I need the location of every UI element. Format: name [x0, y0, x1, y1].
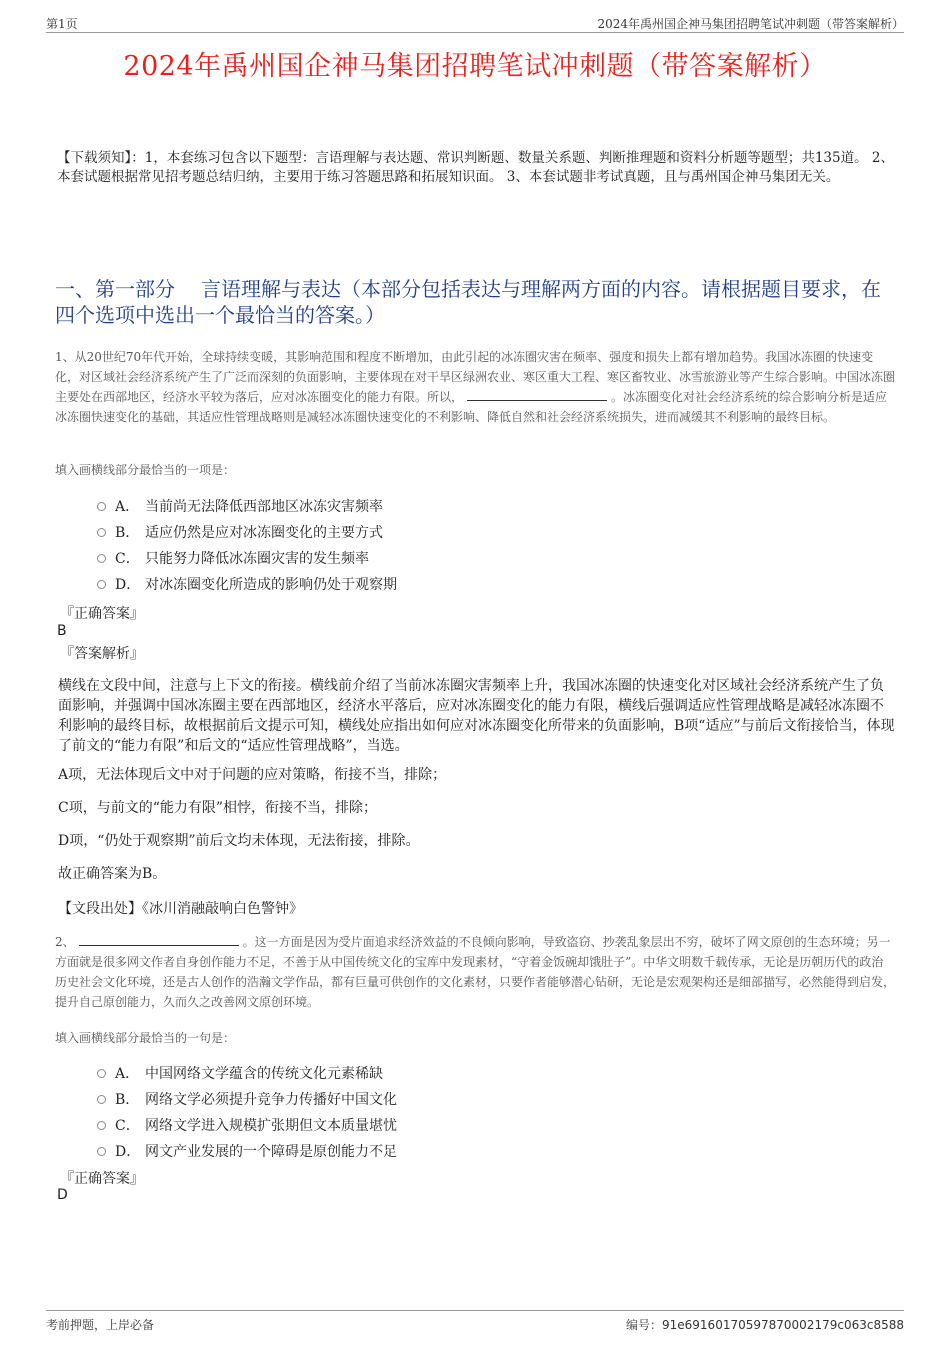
- question-1-prompt: 填入画横线部分最恰当的一项是：: [55, 463, 236, 477]
- option-a[interactable]: A． 当前尚无法降低西部地区冰冻灾害频率: [97, 493, 797, 519]
- question-1-stem: [55, 347, 895, 427]
- fill-blank: [467, 388, 607, 401]
- footer-slogan: 考前押题，上岸必备: [46, 1318, 155, 1332]
- radio-icon[interactable]: [97, 1121, 106, 1130]
- analysis-paragraph: 横线在文段中间，注意与上下文的衔接。横线前介绍了当前冰冻圈灾害频率上升，我国冰冻圈的快速变化对区域社会经济系统产生了负面影响，并强调中国冰冻圈主要在西部地区，经济水平落后，应对冰冻圈变化的能力有限，横线后强调适应性管理战略是减轻冰冻圈不利影响的最终目标，故根据前后文提示可知，横线处应指出如何应对冰冻圈变化所带来的负面影响，B项“适应”与前后文衔接恰当，体现了前文的“能力有限”和后文的“适应性管理战略”，当选。: [58, 678, 895, 754]
- download-notice: 【下载须知】：1，本套练习包含以下题型：言语理解与表达题、常识判断题、数量关系题、判断推理题和资料分析题等题型；共135道。 2、本套试题根据常见招考题总结归纳，主要用于练习答题思路和拓展知识面。 3、本套试题非考试真题，且与禹州国企神马集团无关。: [57, 150, 894, 185]
- question-1-stem-before: 1、从20世纪70年代开始，全球持续变暖，其影响范围和程度不断增加，由此引起的冰冻圈灾害在频率、强度和损失上都有增加趋势。我国冰冻圈的快速变化，对区域社会经济系统产生了广泛而深刻的负面影响，主要体现在对干旱区绿洲农业、寒区重大工程、寒区畜牧业、冰雪旅游业等产生综合影响。中国冰冻圈主要处在西部地区，经济水平较为落后，应对冰冻圈变化的能力有限。所以，: [55, 350, 896, 404]
- option-d[interactable]: D． 网文产业发展的一个障碍是原创能力不足: [97, 1138, 797, 1164]
- footer-code: [626, 1316, 904, 1333]
- option-b[interactable]: B． 网络文学必须提升竞争力传播好中国文化: [97, 1086, 797, 1112]
- fill-blank: [79, 933, 239, 946]
- question-2-stem: [55, 932, 895, 1012]
- page-header: [46, 14, 904, 33]
- footer-code-value: 91e69160170597870002179c063c8588: [662, 1318, 904, 1332]
- option-c[interactable]: C． 只能努力降低冰冻圈灾害的发生频率: [97, 545, 797, 571]
- radio-icon[interactable]: [97, 528, 106, 537]
- page-number: 第1页: [46, 17, 78, 31]
- radio-icon[interactable]: [97, 580, 106, 589]
- footer-code-label: 编号：: [625, 1318, 662, 1332]
- option-d[interactable]: D． 对冰冻圈变化所造成的影响仍处于观察期: [97, 571, 797, 597]
- radio-icon[interactable]: [97, 554, 106, 563]
- section-number: 一、第一部分: [55, 277, 175, 301]
- correct-answer-label: 『正确答案』: [60, 606, 144, 622]
- question-2-prompt: 填入画横线部分最恰当的一句是：: [55, 1031, 236, 1045]
- question-1-stem-after: 。冰冻圈变化对社会经济系统的综合影响分析是适应冰冻圈快速变化的基础，其适应性管理战略则是减轻冰冻圈快速变化的不利影响、降低自然和社会经济系统损失，进而减缓其不利影响的最终目标。: [55, 390, 888, 424]
- analysis-option-d: D项，“仍处于观察期”前后文均未体现，无法衔接，排除。: [58, 833, 420, 849]
- analysis-option-a: A项，无法体现后文中对于问题的应对策略，衔接不当，排除；: [58, 767, 447, 783]
- page-footer: [46, 1310, 904, 1335]
- text-source: 【文段出处】《冰川消融敲响白色警钟》: [58, 901, 303, 917]
- header-doc-name: 2024年禹州国企神马集团招聘笔试冲刺题（带答案解析）: [597, 17, 904, 31]
- analysis-label: 『答案解析』: [60, 646, 144, 662]
- analysis-option-c: C项，与前文的“能力有限”相悖，衔接不当，排除；: [58, 800, 378, 816]
- correct-answer: D: [57, 1187, 68, 1203]
- question-2-stem-after: 。这一方面是因为受片面追求经济效益的不良倾向影响，导致盗窃、抄袭乱象层出不穷，破坏了网文原创的生态环境；另一方面就是很多网文作者自身创作能力不足，不善于从中国传统文化的宝库中发现素材，“守着金饭碗却饿肚子”。中华文明数千载传承，无论是历朝历代的政治历史社会文化环境，还是古人创作的浩瀚文学作品，都有巨量可供创作的文化素材，只要作者能够潜心钻研，无论是宏观架构还是细部描写，必然能得到启发，提升自己原创能力，久而久之改善网文原创环境。: [55, 935, 896, 1009]
- radio-icon[interactable]: [97, 502, 106, 511]
- question-2-options: [97, 1060, 797, 1164]
- question-1-options: [97, 493, 797, 597]
- correct-answer-label: 『正确答案』: [60, 1171, 144, 1187]
- correct-answer: B: [57, 623, 67, 639]
- document-title: 2024年禹州国企神马集团招聘笔试冲刺题（带答案解析）: [123, 51, 827, 82]
- analysis-conclusion: 故正确答案为B。: [58, 866, 167, 882]
- radio-icon[interactable]: [97, 1095, 106, 1104]
- section-heading: 言语理解与表达（本部分包括表达与理解两方面的内容。请根据题目要求，在四个选项中选出一个最恰当的答案。）: [55, 277, 881, 327]
- option-b[interactable]: B． 适应仍然是应对冰冻圈变化的主要方式: [97, 519, 797, 545]
- option-a[interactable]: A． 中国网络文学蕴含的传统文化元素稀缺: [97, 1060, 797, 1086]
- section-title: [55, 276, 895, 328]
- radio-icon[interactable]: [97, 1147, 106, 1156]
- question-2-stem-before: 2、: [55, 935, 75, 949]
- option-c[interactable]: C． 网络文学进入规模扩张期但文本质量堪忧: [97, 1112, 797, 1138]
- radio-icon[interactable]: [97, 1069, 106, 1078]
